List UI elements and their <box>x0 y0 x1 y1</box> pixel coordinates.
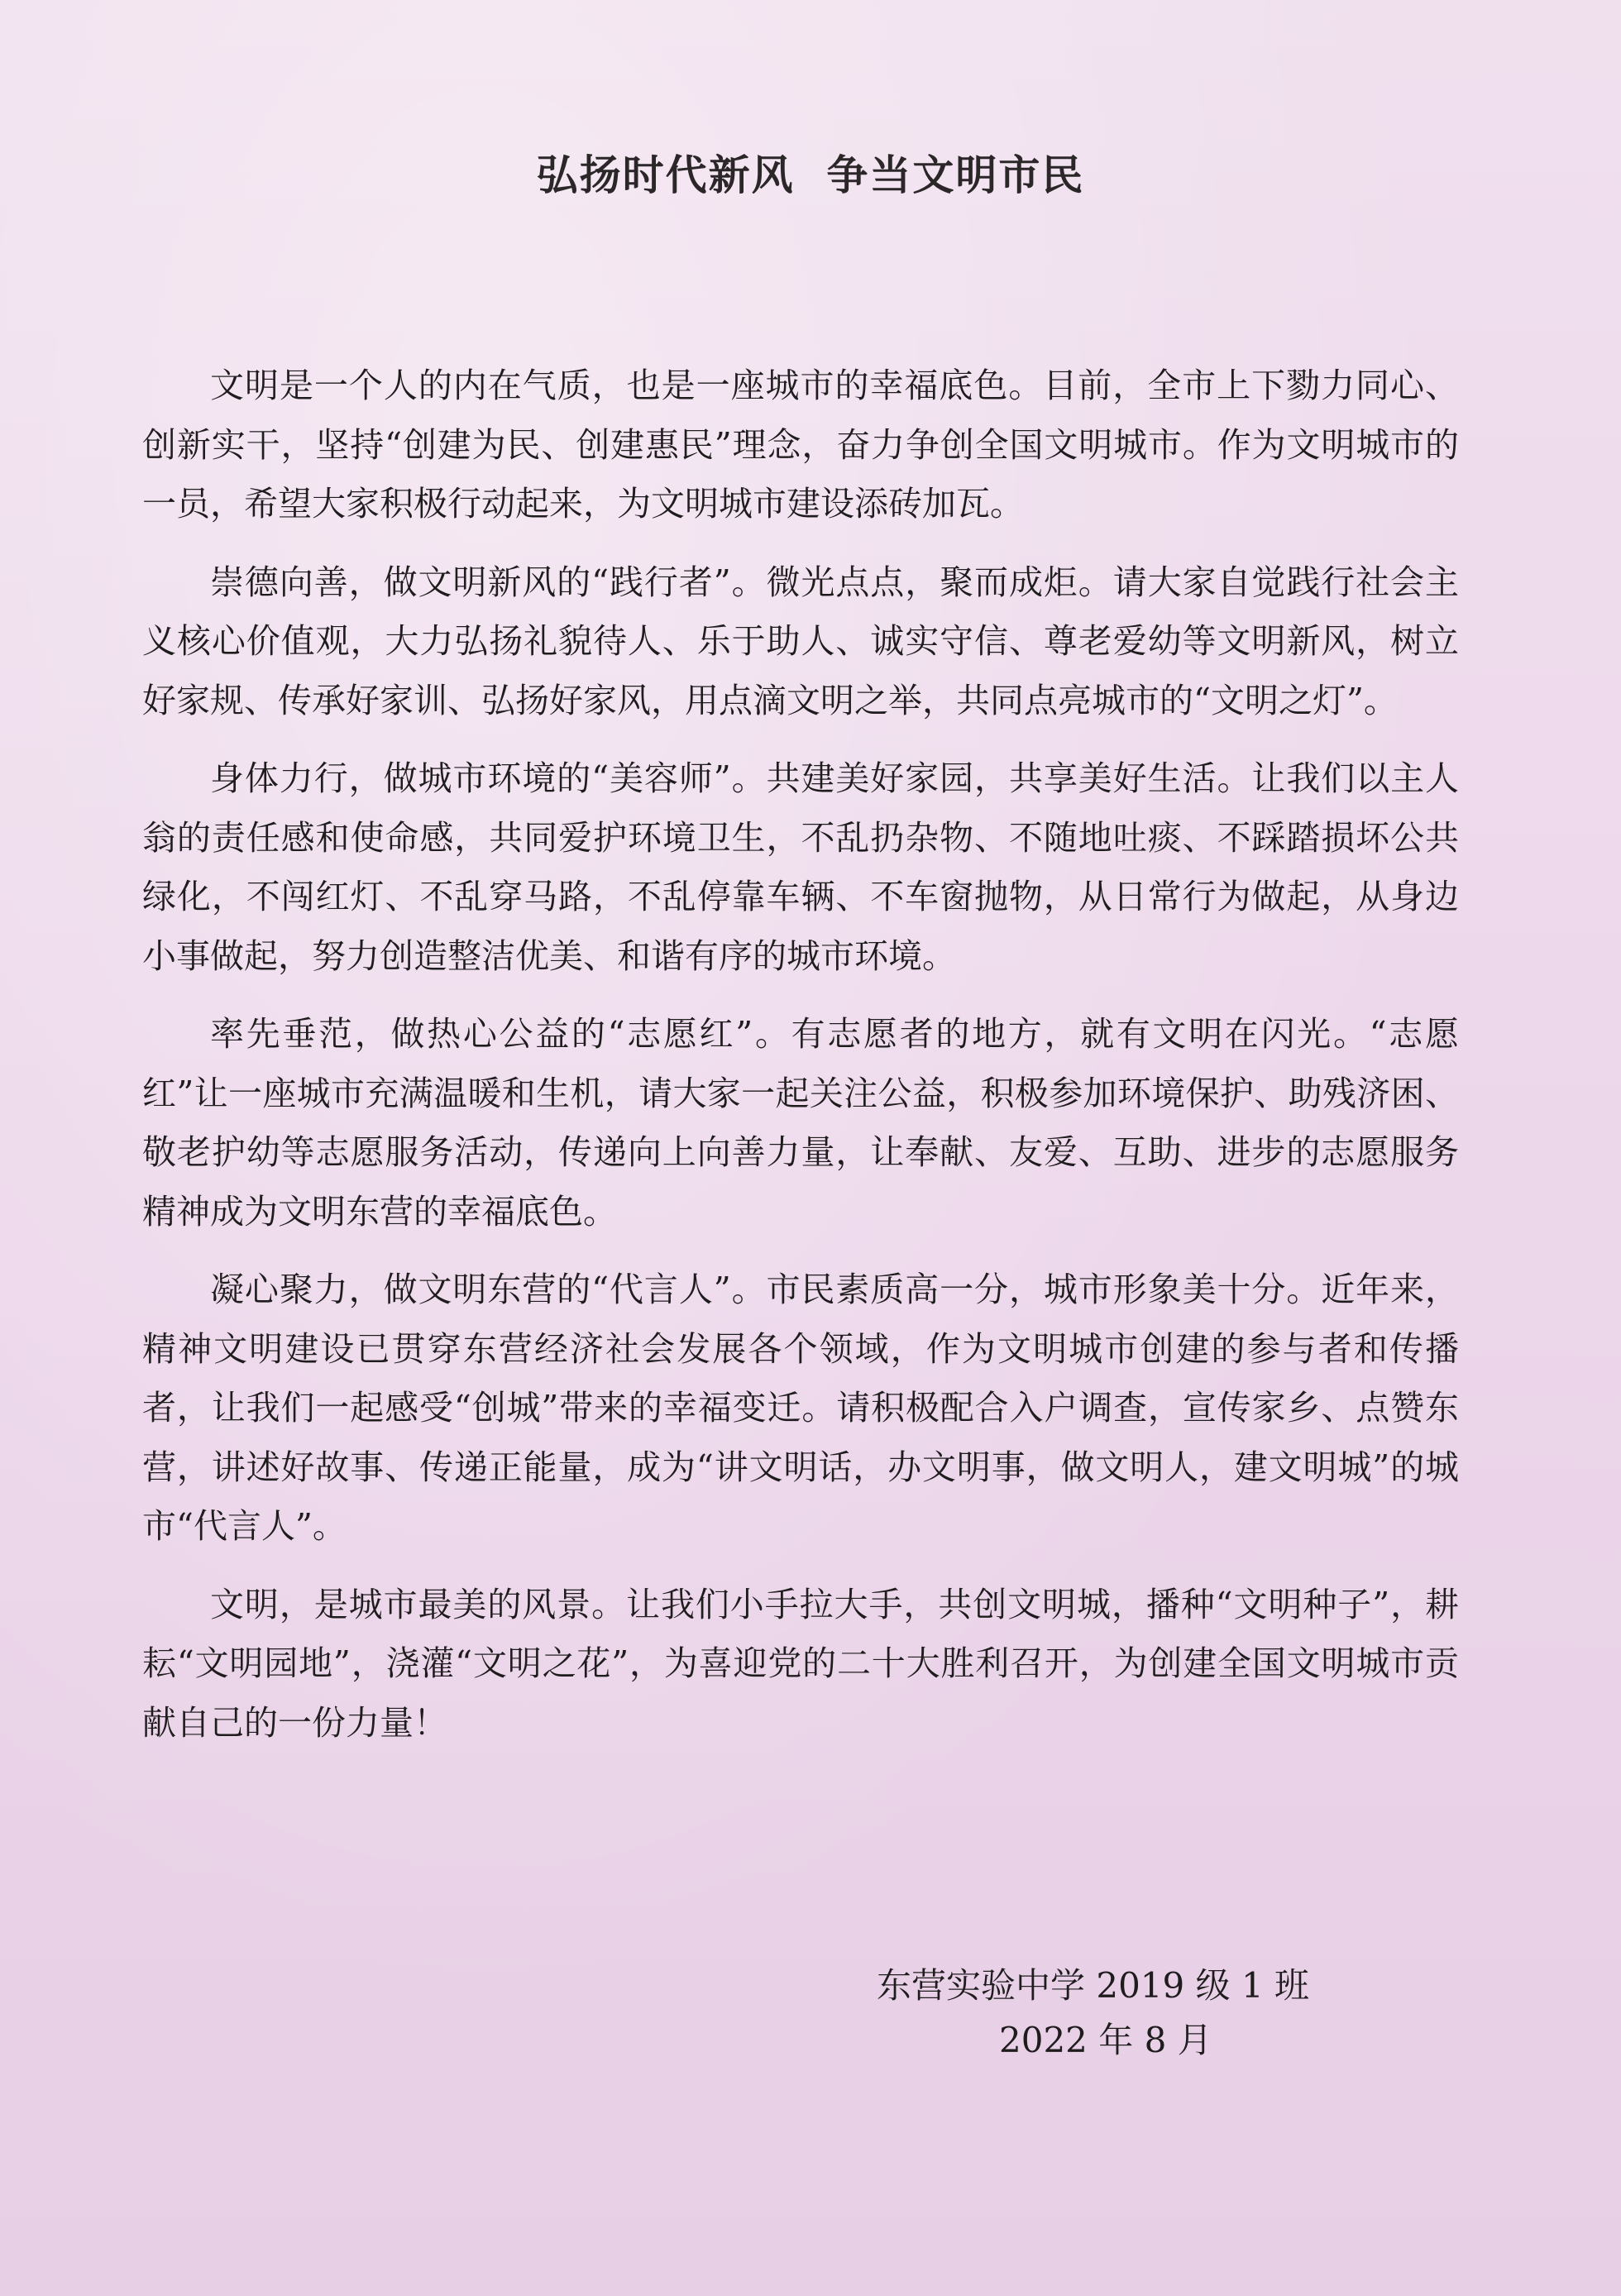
paragraph-beautician: 身体力行，做城市环境的“美容师”。共建美好家园，共享美好生活。让我们以主人翁的责任感和使命感，共同爱护环境卫生，不乱扔杂物、不随地吐痰、不踩踏损坏公共绿化，不闯红灯、不乱穿马路，不乱停靠车辆、不车窗抛物，从日常行为做起，从身边小事做起，努力创造整洁优美、和谐有序的城市环境。 <box>142 758 1459 976</box>
document-title: 弘扬时代新风 争当文明市民 <box>536 151 1085 199</box>
paragraph-closing: 文明，是城市最美的风景。让我们小手拉大手，共创文明城，播种“文明种子”，耕耘“文明园地”，浇灌“文明之花”，为喜迎党的二十大胜利召开，为创建全国文明城市贡献自己的一份力量！ <box>142 1584 1459 1743</box>
signature-author: 东营实验中学 2019 级 1 班 <box>877 1965 1310 2006</box>
paragraph-volunteer: 率先垂范，做热心公益的“志愿红”。有志愿者的地方，就有文明在闪光。“志愿红”让一座城市充满温暖和生机，请大家一起关注公益，积极参加环境保护、助残济困、敬老护幼等志愿服务活动，传递向上向善力量，让奉献、友爱、互助、进步的志愿服务精神成为文明东营的幸福底色。 <box>142 1014 1459 1232</box>
paragraph-intro: 文明是一个人的内在气质，也是一座城市的幸福底色。目前，全市上下勠力同心、创新实干，坚持“创建为民、创建惠民”理念，奋力争创全国文明城市。作为文明城市的一员，希望大家积极行动起来，为文明城市建设添砖加瓦。 <box>142 366 1459 524</box>
signature-block <box>877 1959 1373 2068</box>
paragraph-spokesperson: 凝心聚力，做文明东营的“代言人”。市民素质高一分，城市形象美十分。近年来，精神文明建设已贯穿东营经济社会发展各个领域，作为文明城市创建的参与者和传播者，让我们一起感受“创城”带来的幸福变迁。请积极配合入户调查，宣传家乡、点赞东营，讲述好故事、传递正能量，成为“讲文明话，办文明事，做文明人，建文明城”的城市“代言人”。 <box>142 1270 1459 1546</box>
paragraph-practitioner: 崇德向善，做文明新风的“践行者”。微光点点，聚而成炬。请大家自觉践行社会主义核心价值观，大力弘扬礼貌待人、乐于助人、诚实守信、尊老爱幼等文明新风，树立好家规、传承好家训、弘扬好家风，用点滴文明之举，共同点亮城市的“文明之灯”。 <box>142 562 1459 720</box>
signature-date: 2022 年 8 月 <box>999 2020 1212 2060</box>
document-body <box>142 356 1459 1753</box>
